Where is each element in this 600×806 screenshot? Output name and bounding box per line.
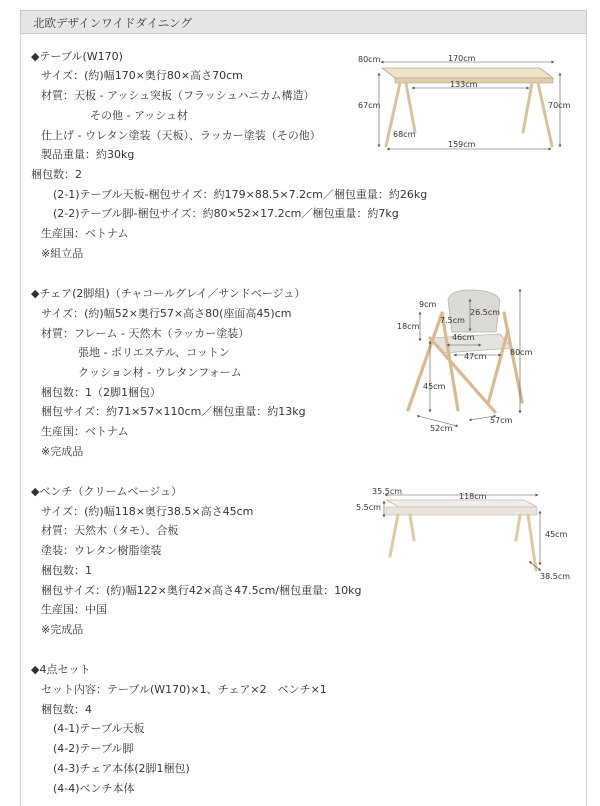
set-packages: 梱包数：4 xyxy=(41,703,92,716)
table-size: サイズ：(約)幅170×奥行80×高さ70cm xyxy=(41,69,243,82)
bench-dim-5-5: 5.5cm xyxy=(356,503,381,512)
table-dim-height-right: 70cm xyxy=(548,101,571,110)
chair-dim-52: 52cm xyxy=(430,424,453,433)
chair-package-size: 梱包サイズ：約71×57×110cm／梱包重量：約13kg xyxy=(41,405,306,418)
bench-packages: 梱包数：1 xyxy=(41,564,92,577)
table-dim-inner: 133cm xyxy=(450,80,478,89)
bench-package-size: 梱包サイズ：(約)幅122×奥行42×高さ47.5cm/梱包重量：10kg xyxy=(41,584,362,597)
bench-section-title: ◆ベンチ（クリームベージュ） xyxy=(31,485,183,498)
chair-material-fabric: 張地 - ポリエステル、コットン xyxy=(78,346,230,359)
bench-note: ※完成品 xyxy=(41,623,84,636)
page-title: 北欧デザインワイドダイニング xyxy=(33,16,192,30)
chair-dim-9: 9cm xyxy=(419,300,437,309)
chair-dim-80: 80cm xyxy=(510,348,533,357)
bench-finish: 塗装：ウレタン樹脂塗装 xyxy=(41,544,162,557)
chair-material-frame: 材質：フレーム - 天然木（ラッカー塗装） xyxy=(41,327,250,340)
bench-size: サイズ：(約)幅118×奥行38.5×高さ45cm xyxy=(41,505,254,518)
chair-dim-45: 45cm xyxy=(423,382,446,391)
chair-dim-46: 46cm xyxy=(452,333,475,342)
bench-material: 材質：天然木（タモ）、合板 xyxy=(41,524,179,537)
table-note: ※組立品 xyxy=(41,247,84,260)
set-item: (4-4)ベンチ本体 xyxy=(53,782,135,795)
chair-note: ※完成品 xyxy=(41,445,84,458)
table-section-title: ◆テーブル(W170) xyxy=(31,50,123,63)
set-section-title: ◆4点セット xyxy=(31,663,91,676)
table-package-1: (2-1)テーブル天板-梱包サイズ：約179×88.5×7.2cm／梱包重量：約26kg xyxy=(53,188,428,201)
chair-dim-18: 18cm xyxy=(397,322,420,331)
bench-dim-35-5: 35.5cm xyxy=(372,487,403,496)
table-weight: 製品重量：約30kg xyxy=(41,148,135,161)
set-contents: セット内容：テーブル(W170)×1、チェア×2 ベンチ×1 xyxy=(41,683,327,696)
set-item: (4-1)テーブル天板 xyxy=(53,722,145,735)
bench-dim-45: 45cm xyxy=(545,530,568,539)
chair-dim-47: 47cm xyxy=(464,352,487,361)
table-dim-height-left: 67cm xyxy=(358,101,381,110)
bench-dim-38-5: 38.5cm xyxy=(540,572,571,581)
table-material: 材質：天板 - アッシュ突板（フラッシュハニカム構造） xyxy=(41,89,315,102)
bench-origin: 生産国：中国 xyxy=(41,603,107,616)
chair-section-title: ◆チェア(2脚組)（チャコールグレイ／サンドベージュ） xyxy=(31,287,306,300)
table-package-2: (2-2)テーブル脚-梱包サイズ：約80×52×17.2cm／梱包重量：約7kg xyxy=(53,207,399,220)
table-packages: 梱包数：2 xyxy=(31,168,82,181)
chair-material-cushion: クッション材 - ウレタンフォーム xyxy=(78,366,242,379)
table-dim-width: 170cm xyxy=(448,54,476,63)
table-finish: 仕上げ - ウレタン塗装（天板）、ラッカー塗装（その他） xyxy=(41,129,321,142)
table-dim-bottom: 159cm xyxy=(448,140,476,149)
chair-origin: 生産国：ベトナム xyxy=(41,425,129,438)
bench-dim-118: 118cm xyxy=(459,492,487,501)
bench-illustration xyxy=(384,495,540,570)
set-item: (4-3)チェア本体(2脚1梱包) xyxy=(53,762,190,775)
set-item: (4-2)テーブル脚 xyxy=(53,742,134,755)
table-material-other: その他 - アッシュ材 xyxy=(90,109,188,122)
table-dim-leg-gap: 68cm xyxy=(393,130,416,139)
chair-dim-26-5: 26.5cm xyxy=(470,308,501,317)
chair-packages: 梱包数：1（2脚1梱包） xyxy=(41,386,161,399)
chair-dim-57: 57cm xyxy=(490,416,513,425)
chair-size: サイズ：(約)幅52×奥行57×高さ80(座面高45)cm xyxy=(41,307,292,320)
table-dim-depth: 80cm xyxy=(358,55,381,64)
chair-dim-7-5: 7.5cm xyxy=(440,316,465,325)
table-origin: 生産国：ベトナム xyxy=(41,227,129,240)
